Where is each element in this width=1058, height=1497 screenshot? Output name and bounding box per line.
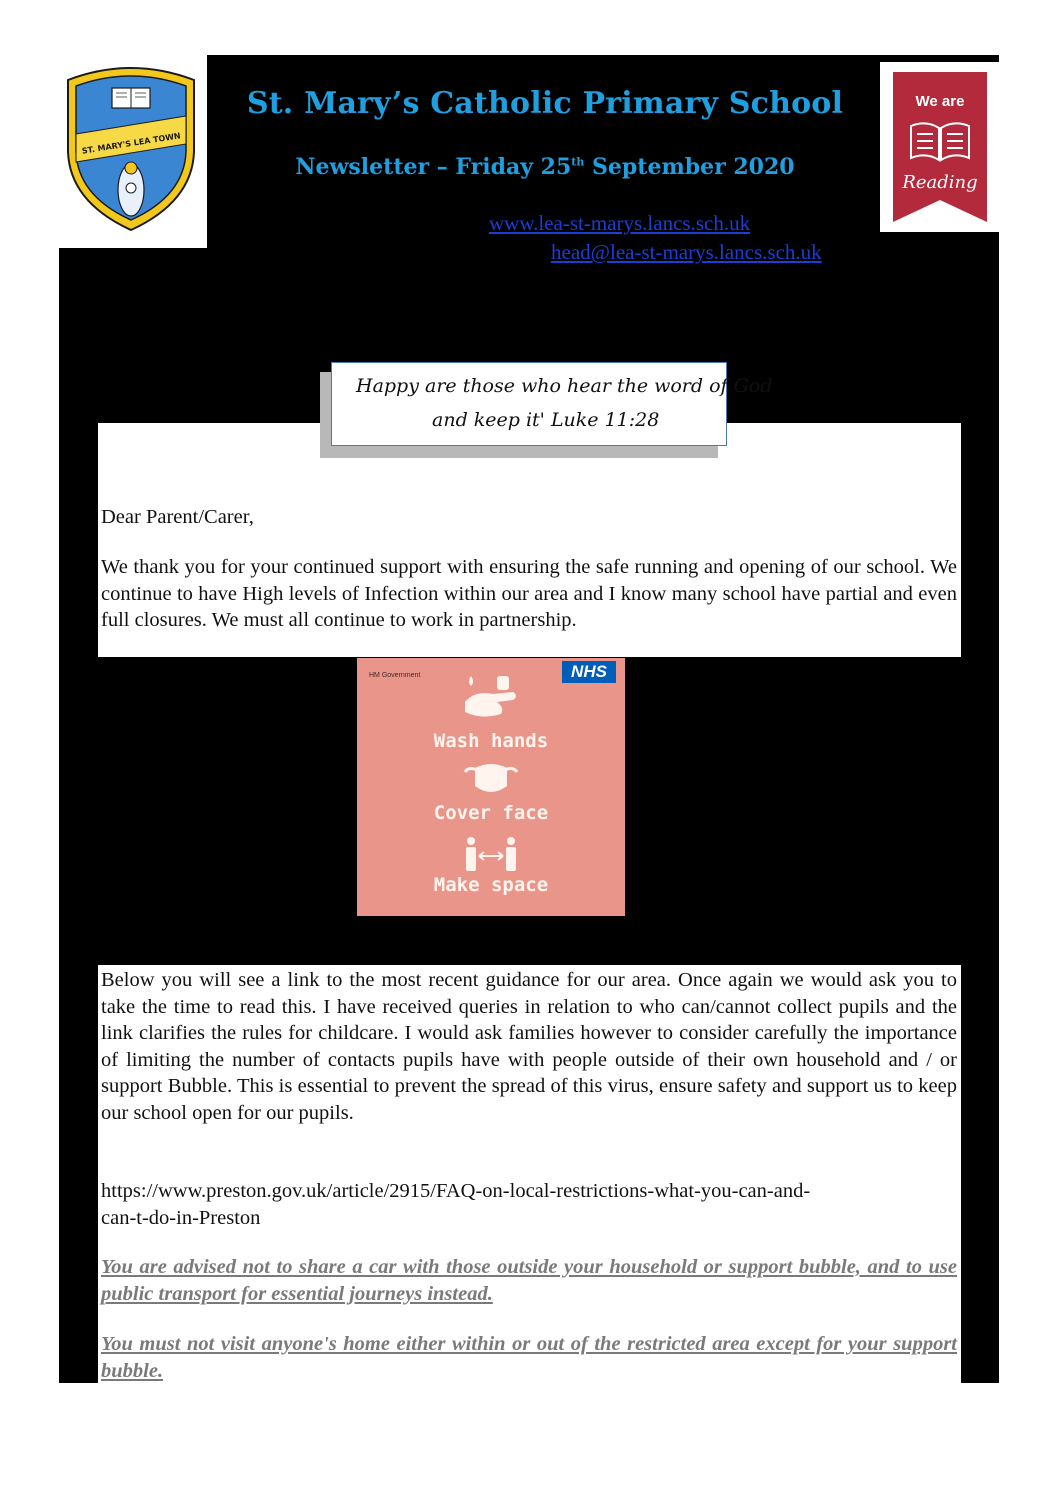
website-link[interactable]: www.lea-st-marys.lancs.sch.uk: [489, 211, 751, 235]
we-are-reading-badge: [893, 72, 987, 222]
newsletter-date: [210, 154, 880, 180]
school-crest-logo: [62, 62, 200, 234]
quote-line-1: Happy are those who hear the word of God: [356, 375, 773, 397]
wash-hands-label: Wash hands: [433, 730, 549, 752]
quote-line-2: and keep it' Luke 11:28: [432, 409, 660, 431]
guidance-url-line-1: https://www.preston.gov.uk/article/2915/FAQ-on-local-restrictions-what-you-can-and-: [101, 1180, 811, 1202]
make-space-label: Make space: [433, 874, 549, 896]
school-name: St. Mary’s Catholic Primary School: [246, 86, 844, 121]
scripture-quote-box: [331, 362, 773, 446]
hm-government-label: HM Government: [369, 672, 421, 679]
car-sharing-note: You are advised not to share a car with those outside your household or support bubble, and to use public transport for essential journeys instead.: [101, 1256, 957, 1305]
newsletter-rest: September 2020: [584, 154, 795, 180]
home-visit-note: You must not visit anyone's home either within or out of the restricted area except for your support bubble.: [101, 1333, 957, 1382]
paragraph-guidance: Below you will see a link to the most recent guidance for our area. Once again we would ask you to take the time to read this. I have received queries in relation to who can/cannot collect pupils and the link clarifies the rules for childcare. I would ask families however to consider carefully the importance of limiting the number of contacts pupils have with people outside of their own household and / or support Bubble. This is essential to prevent the spread of this virus, ensure safety and support us to keep our school open for our pupils.: [101, 969, 957, 1124]
paragraph-intro: We thank you for your continued support with ensuring the safe running and opening of our school. We continue to have High levels of Infection within our area and I know many school have partial and even full closures. We must all continue to work in partnership.: [101, 556, 957, 631]
cover-face-label: Cover face: [433, 802, 549, 824]
guidance-url-line-2: can-t-do-in-Preston: [101, 1206, 261, 1229]
crest-text: ST. MARY'S LEA TOWN: [81, 131, 182, 156]
greeting: Dear Parent/Carer,: [101, 506, 254, 528]
newsletter-prefix: Newsletter – Friday 25: [295, 154, 572, 180]
face-mask-icon: [461, 762, 521, 796]
date-suffix: th: [571, 155, 585, 169]
make-space-icon: [463, 836, 519, 872]
hands-face-space-poster: [357, 658, 625, 916]
reading-badge-top: We are: [915, 93, 965, 110]
reading-badge-script: Reading: [902, 172, 978, 193]
nhs-logo: NHS: [562, 661, 616, 683]
email-link[interactable]: head@lea-st-marys.lancs.sch.uk: [551, 240, 822, 264]
wash-hands-icon: [461, 672, 521, 720]
guidance-url: [101, 1178, 957, 1231]
